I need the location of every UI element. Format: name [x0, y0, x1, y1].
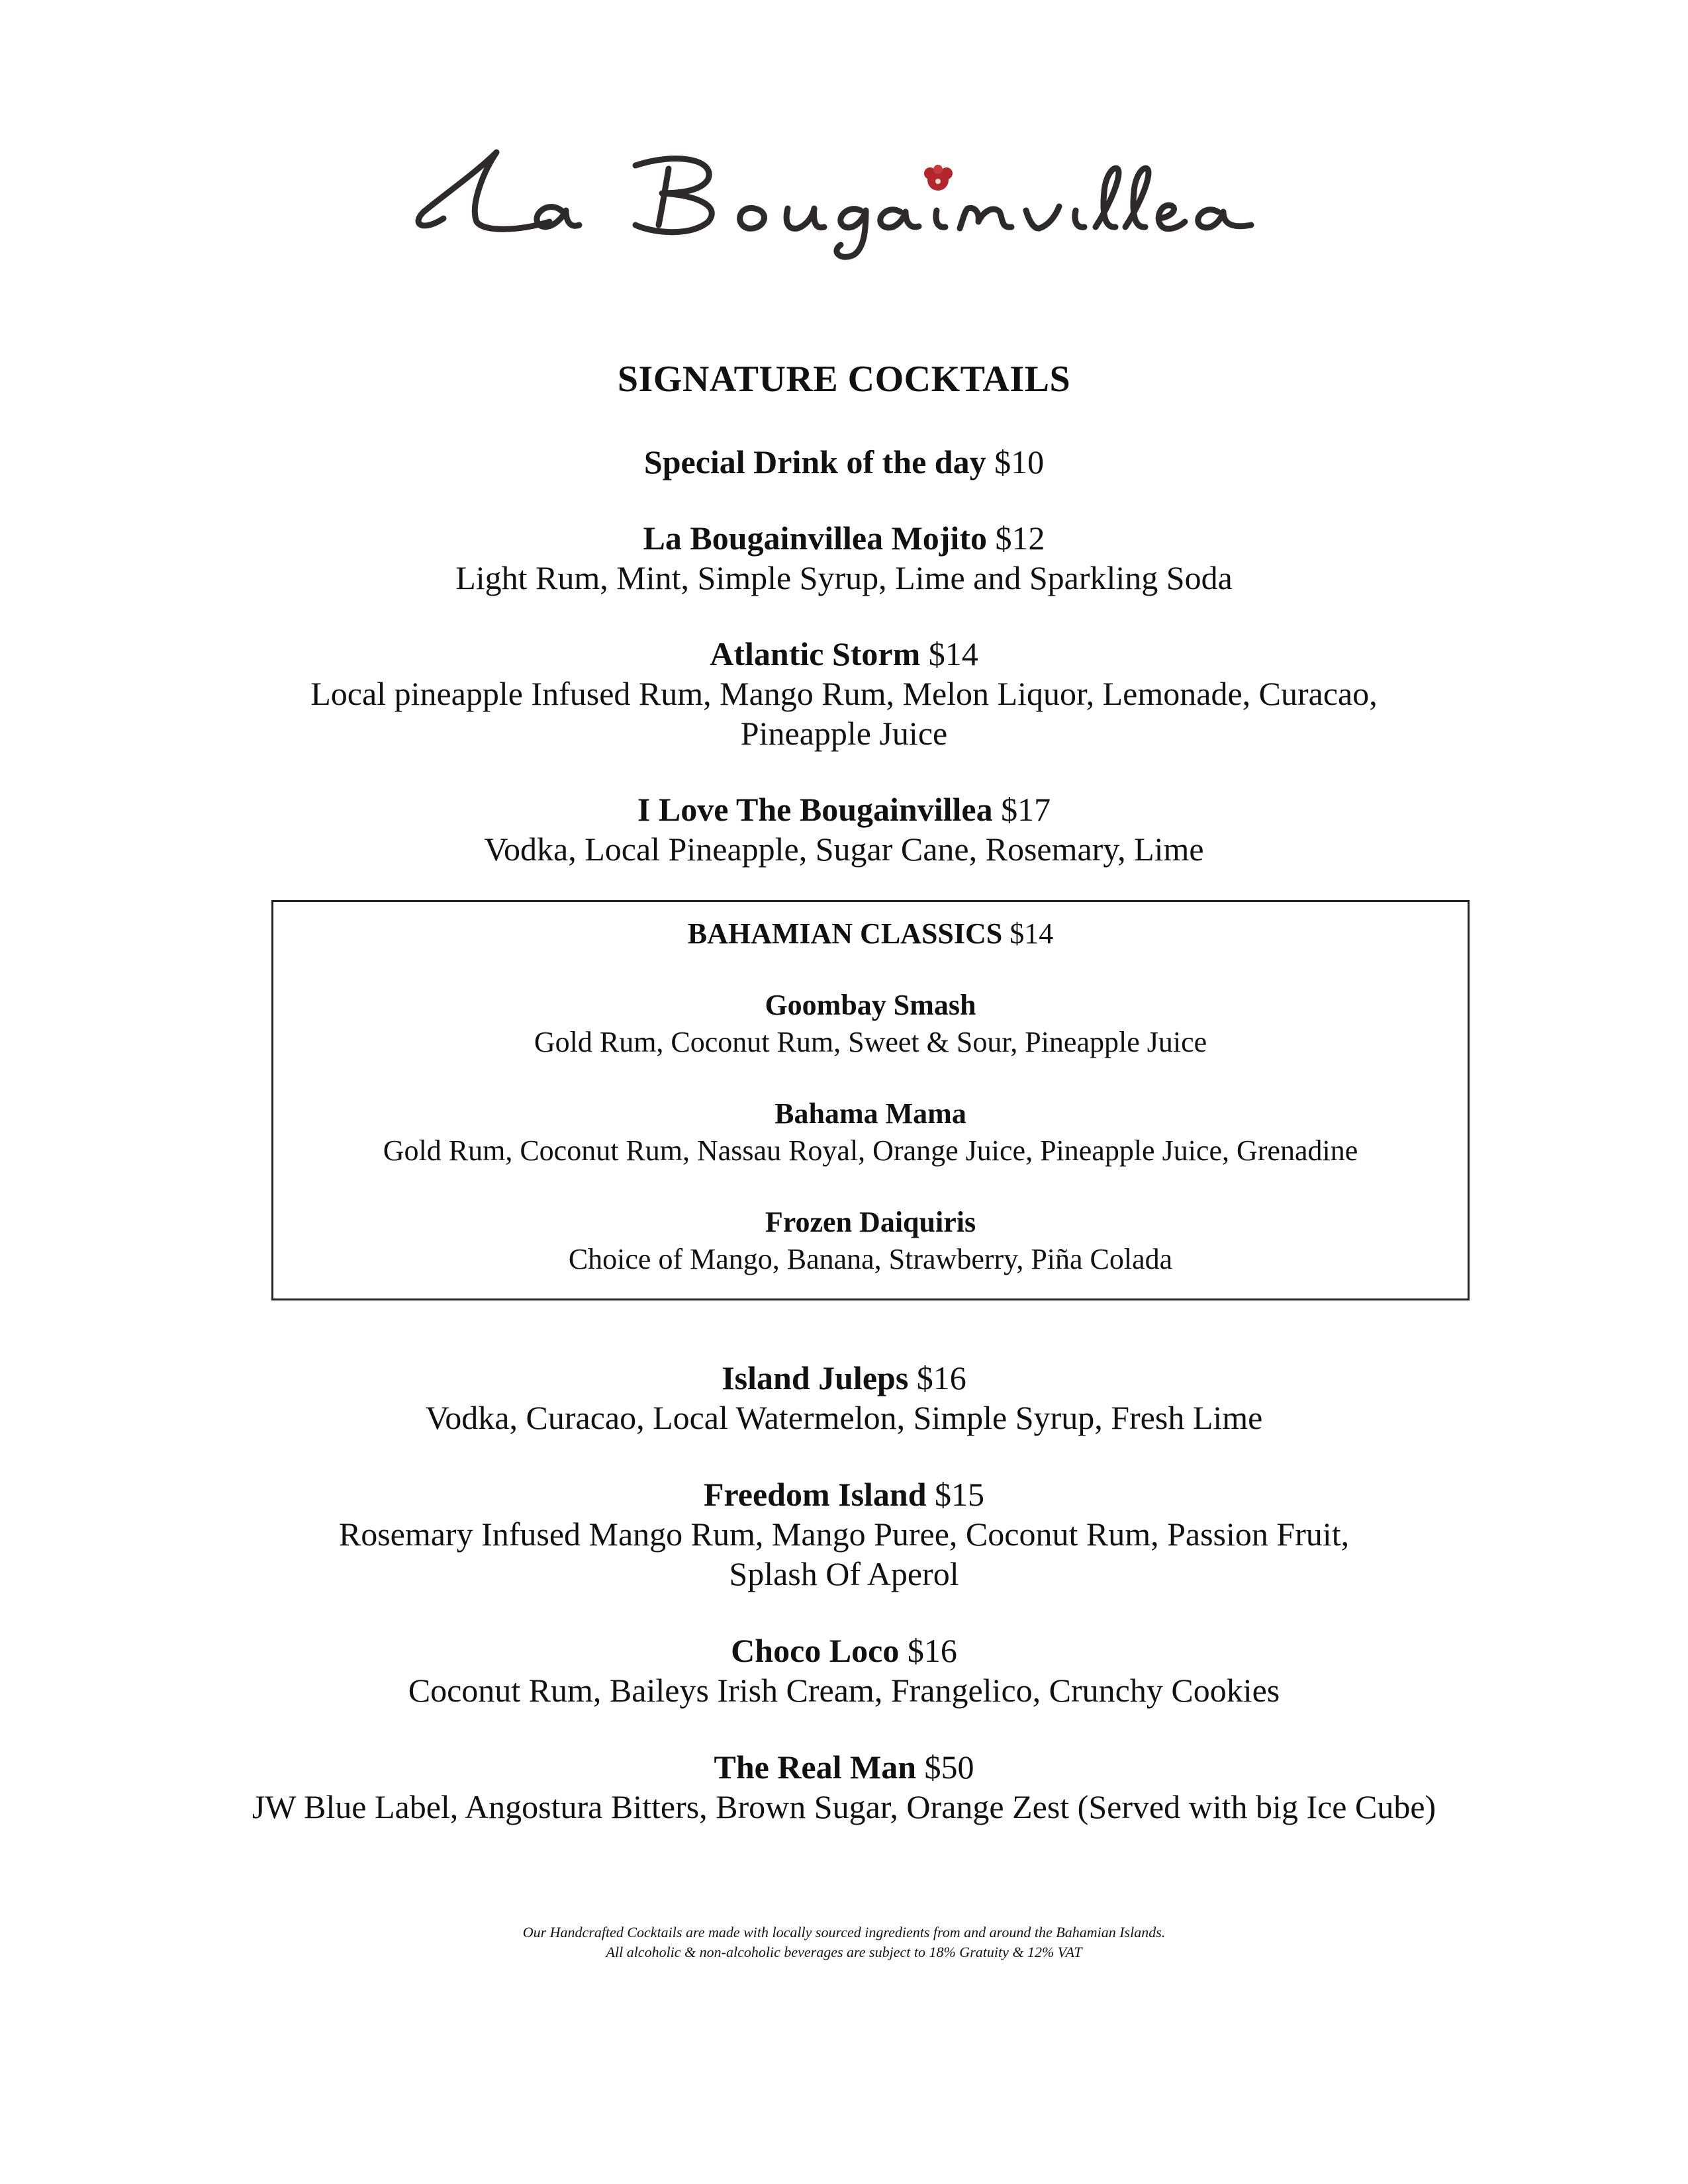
item-name: Frozen Daiquiris	[765, 1206, 976, 1238]
item-name: La Bougainvillea Mojito	[643, 520, 987, 557]
menu-item	[0, 518, 1688, 598]
item-price: $10	[994, 443, 1045, 480]
item-price: $50	[924, 1749, 974, 1786]
restaurant-logo	[397, 132, 1271, 265]
item-name: Choco Loco	[731, 1632, 900, 1669]
item-name: Atlantic Storm	[710, 635, 921, 672]
item-description: Light Rum, Mint, Simple Syrup, Lime and Sparkling Soda	[455, 559, 1233, 596]
item-name: The Real Man	[714, 1749, 917, 1786]
additional-cocktail-list	[0, 1358, 1688, 1864]
item-price: $16	[907, 1632, 957, 1669]
item-name: Special Drink of the day	[643, 443, 986, 480]
item-price: $17	[1001, 791, 1051, 828]
item-price: $16	[916, 1359, 966, 1396]
menu-item	[273, 1204, 1468, 1278]
menu-item	[273, 1095, 1468, 1169]
item-price: $14	[928, 635, 978, 672]
item-name: Freedom Island	[703, 1476, 927, 1513]
item-price: $12	[995, 520, 1045, 557]
item-description-continued: Splash Of Aperol	[729, 1555, 959, 1592]
item-description: Local pineapple Infused Rum, Mango Rum, Melon Liquor, Lemonade, Curacao,	[310, 675, 1378, 712]
item-description: Gold Rum, Coconut Rum, Nassau Royal, Orange Juice, Pineapple Juice, Grenadine	[383, 1134, 1358, 1167]
item-description: Vodka, Curacao, Local Watermelon, Simple Syrup, Fresh Lime	[425, 1399, 1263, 1436]
item-price: $15	[935, 1476, 985, 1513]
item-name: Bahama Mama	[774, 1097, 966, 1130]
footer-note	[0, 1923, 1688, 1962]
logo-wordmark	[397, 132, 1271, 265]
item-name: I Love The Bougainvillea	[637, 791, 993, 828]
flower-icon	[924, 165, 953, 191]
menu-item	[0, 1358, 1688, 1437]
item-description: Rosemary Infused Mango Rum, Mango Puree, Coconut Rum, Passion Fruit,	[338, 1516, 1350, 1553]
item-description-continued: Pineapple Juice	[740, 715, 948, 752]
classics-price: $14	[1009, 917, 1054, 950]
classics-heading	[273, 915, 1468, 952]
menu-item	[0, 1747, 1688, 1827]
item-name: Island Juleps	[722, 1359, 909, 1396]
item-description: Coconut Rum, Baileys Irish Cream, Frangelico, Crunchy Cookies	[408, 1672, 1280, 1709]
signature-cocktail-list	[0, 442, 1688, 905]
menu-item	[0, 442, 1688, 482]
page-title: SIGNATURE COCKTAILS	[617, 359, 1071, 400]
menu-item	[0, 790, 1688, 869]
item-name: Goombay Smash	[765, 989, 976, 1021]
menu-item	[0, 1475, 1688, 1594]
menu-item	[0, 634, 1688, 753]
menu-item	[273, 987, 1468, 1061]
menu-item	[0, 1631, 1688, 1710]
item-description: Vodka, Local Pineapple, Sugar Cane, Rosemary, Lime	[484, 831, 1204, 868]
item-description: Gold Rum, Coconut Rum, Sweet & Sour, Pineapple Juice	[534, 1026, 1207, 1058]
footer-line-sourcing: Our Handcrafted Cocktails are made with locally sourced ingredients from and around the Bahamian Islands.	[522, 1924, 1166, 1940]
classics-title: BAHAMIAN CLASSICS	[687, 917, 1003, 950]
item-description: JW Blue Label, Angostura Bitters, Brown Sugar, Orange Zest (Served with big Ice Cube)	[252, 1788, 1436, 1825]
bahamian-classics-box	[271, 900, 1470, 1300]
footer-line-charges: All alcoholic & non-alcoholic beverages are subject to 18% Gratuity & 12% VAT	[606, 1944, 1082, 1960]
item-description: Choice of Mango, Banana, Strawberry, Piña Colada	[568, 1243, 1173, 1275]
